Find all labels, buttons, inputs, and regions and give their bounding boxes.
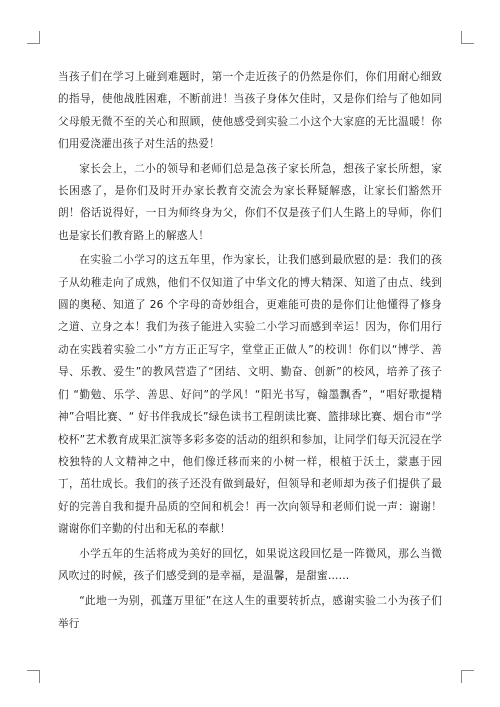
crop-mark-bottom-left [27,670,40,683]
crop-mark-bottom-right [461,670,474,683]
paragraph-2: 家长会上，二小的领导和老师们总是急孩子家长所急，想孩子家长所想，家长困惑了，是你们及时开办家长教育交流会为家长释疑解惑，让家长们豁然开朗！俗话说得好，一日为师终身为父，你们不仅是孩子们人生路上的导师，你们也是家长们教育路上的解惑人！ [58,162,442,242]
crop-mark-top-right [461,31,474,44]
paragraph-3: 在实验二小学习的这五年里，作为家长，让我们感到最欣慰的是：我们的孩子从幼稚走向了成熟，他们不仅知道了中华文化的博大精深、知道了由点、线到圆的奥秘、知道了 26 个字母的奇妙组合，更难能可贵的是你们让他懂得了修身之道、立身之本！我们为孩子能进入实验二小学习而感到幸运！因为，你们用行动在实践着实验二小”方方正正写字，堂堂正正做人”的校训！你们以“博学、善导、乐教、爱生”的教风营造了“团结、文明、勤奋、创新”的校风，培养了孩子们 “勤勉、乐学、善思、好问”的学风！“阳光书写，翰墨飘香”，“唱好歌提精神”合唱比赛、“ 好书伴我成长”绿色读书工程朗读比赛、篮排球比赛、烟台市“学校杯”艺术教育成果汇演等多彩多姿的活动的组织和参加，让同学们每天沉浸在学校独特的人文精神之中，他们像迁移而来的小树一样，根植于沃土，蒙惠于园丁，茁壮成长。我们的孩子还没有做到最好，但领导和老师却为孩子们提供了最好的完善自我和提升品质的空间和机会！再一次向领导和老师们说一声：谢谢！谢谢你们辛勤的付出和无私的奉献！ [58,254,442,536]
crop-mark-top-left [27,31,40,44]
paragraph-4: 小学五年的生活将成为美好的回忆，如果说这段回忆是一阵微风，那么当微风吹过的时候，孩子们感受到的是幸福，是温馨，是甜蜜…… [58,547,442,582]
paragraph-1: 当孩子们在学习上碰到难题时，第一个走近孩子的仍然是你们，你们用耐心细致的指导，使他战胜困难，不断前进！当孩子身体欠佳时，又是你们给与了他如同父母般无微不至的关心和照顾，使他感受到实验二小这个大家庭的无比温暖！你们用爱浇灌出孩子对生活的热爱！ [58,71,442,151]
paragraph-5: “此地一为别，孤蓬万里征”在这人生的重要转折点，感谢实验二小为孩子们举行 [58,595,442,630]
document-body [58,66,442,637]
